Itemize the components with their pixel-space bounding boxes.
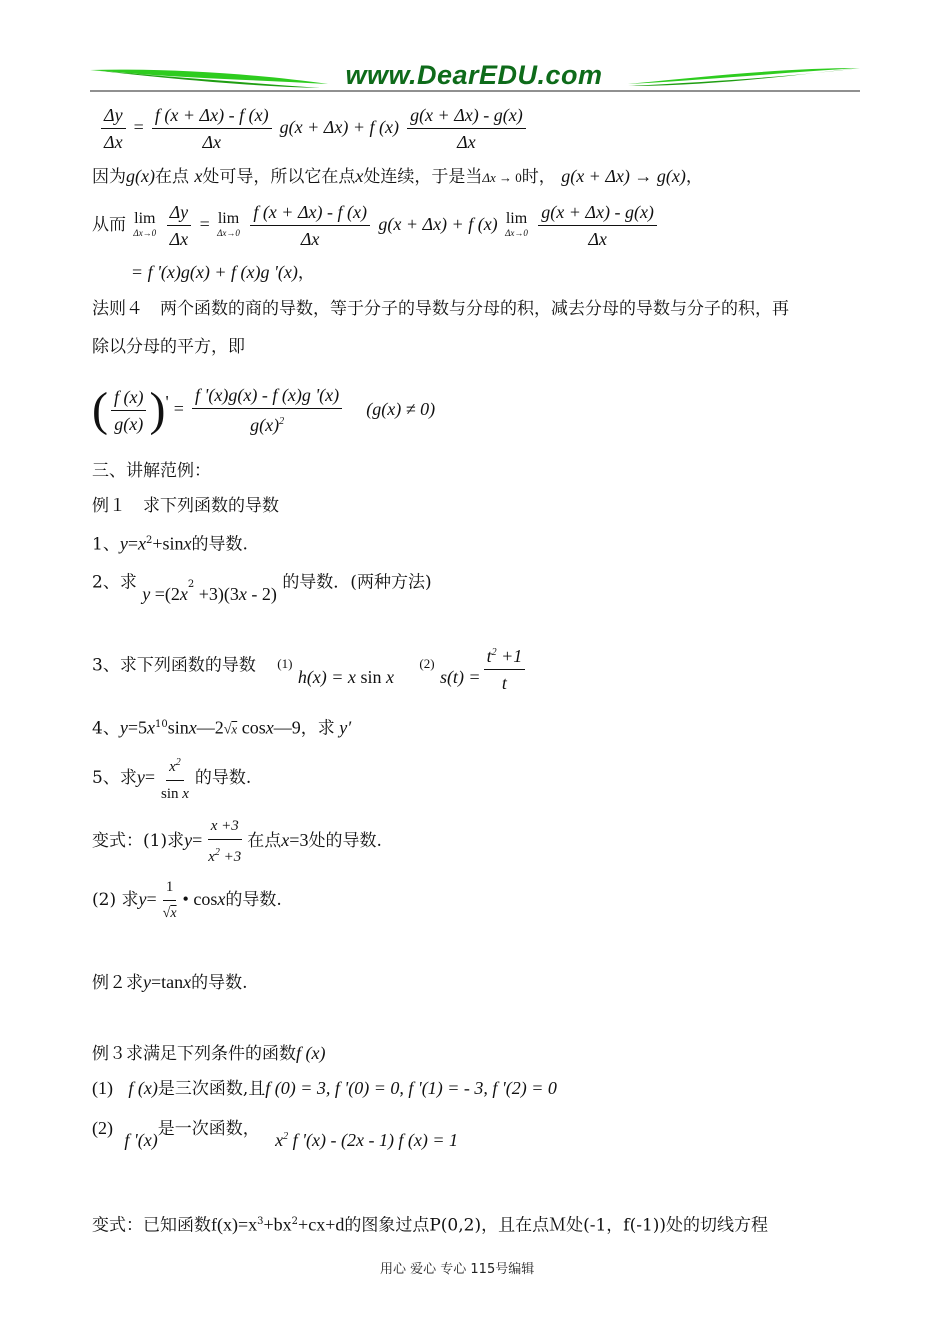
example3-condition2: (2) f '(x)是一次函数， $x^2$ f '(x) - (2x - 1) f (x) = 1	[92, 1118, 459, 1150]
formula-quotient-rule: ( $\frac{f (x)}{g(x)}$ )' = $\frac{f '(x)g(x) - f (x)g '(x)}{g(x)^2}$ (g(x) ≠ 0)	[92, 383, 436, 436]
variant2: (2) 求y= $\frac{1}{√x}$ • cosx的导数.	[92, 876, 282, 925]
example3-title: 例３求满足下列条件的函数f (x)	[92, 1043, 326, 1064]
variant1: 变式：(1)求y= $\frac{x +3}{x^2 +3}$ 在点x=3处的导数.	[92, 815, 382, 868]
site-brand: www.DearEDU.com	[345, 60, 603, 90]
example1-q3: 3、求下列函数的导数 (1) h(x) = x sin x (2) s(t) = $\frac{t^2 +1}{t}$	[92, 640, 528, 692]
example1-q4: 4、$y=5x^{10}\sin x—2√x$ cosx—9，求 y′	[92, 717, 352, 739]
right-leaf-swoosh	[628, 68, 860, 84]
example2: 例２求y=tanx的导数.	[92, 972, 248, 993]
variant3: 变式：已知函数$f(x)=x^3+bx^2+cx+d$的图象过点P(0,2)，且在点Ｍ处(-1，f(-1))处的切线方程	[92, 1214, 769, 1236]
section3-title: 三、讲解范例：	[92, 461, 211, 481]
continuity-statement: 因为g(x)在点 x处可导，所以它在点x处连续，于是当Δx → 0时， g(x + Δx) → g(x)，	[92, 166, 703, 187]
example1-title: 例１ 求下列函数的导数	[92, 496, 279, 516]
example1-q1: 1、$y=x^2+\sin x$的导数.	[92, 533, 248, 555]
example1-q5: 5、求y= $\frac{x^2}{\text{sin x}}$ 的导数.	[92, 752, 251, 805]
left-leaf-swoosh	[90, 70, 328, 84]
page-footer: 用心 爱心 专心 115号编辑	[380, 1262, 535, 1277]
formula-product-result: = f '(x)g(x) + f (x)g '(x)，	[132, 262, 315, 283]
formula-product-difference: $\frac{\Delta y}{\Delta x}$ = $\frac{f (x + \Delta x) - f (x)}{\Delta x}$ g(x + Δx) + f (x) $\frac{g(x + \Delta x) - g(x)}{\Delta x}$	[98, 104, 529, 153]
rule4-line1: 法则４ 两个函数的商的导数，等于分子的导数与分母的积，减去分母的导数与分子的积，再	[92, 299, 789, 319]
formula-limit: 从而 lim Δx→0 $\frac{\Delta y}{\Delta x}$ = lim Δx→0 $\frac{f (x + \Delta x) - f (x)}{\Delta x}$ g(x + Δx) + f (x) lim Δx→0 $\frac{g(x + \Delta x) - g(x)}{\Delta x}$	[92, 201, 660, 250]
rule4-line2: 除以分母的平方，即	[92, 337, 245, 357]
example1-q2: 2、求 $y =(2x^2 +3)(3x - 2)$ 的导数．(两种方法)	[92, 572, 432, 604]
example3-condition1: (1) f (x)是三次函数,且f (0) = 3, f '(0) = 0, f '(1) = - 3, f '(2) = 0	[92, 1078, 557, 1099]
